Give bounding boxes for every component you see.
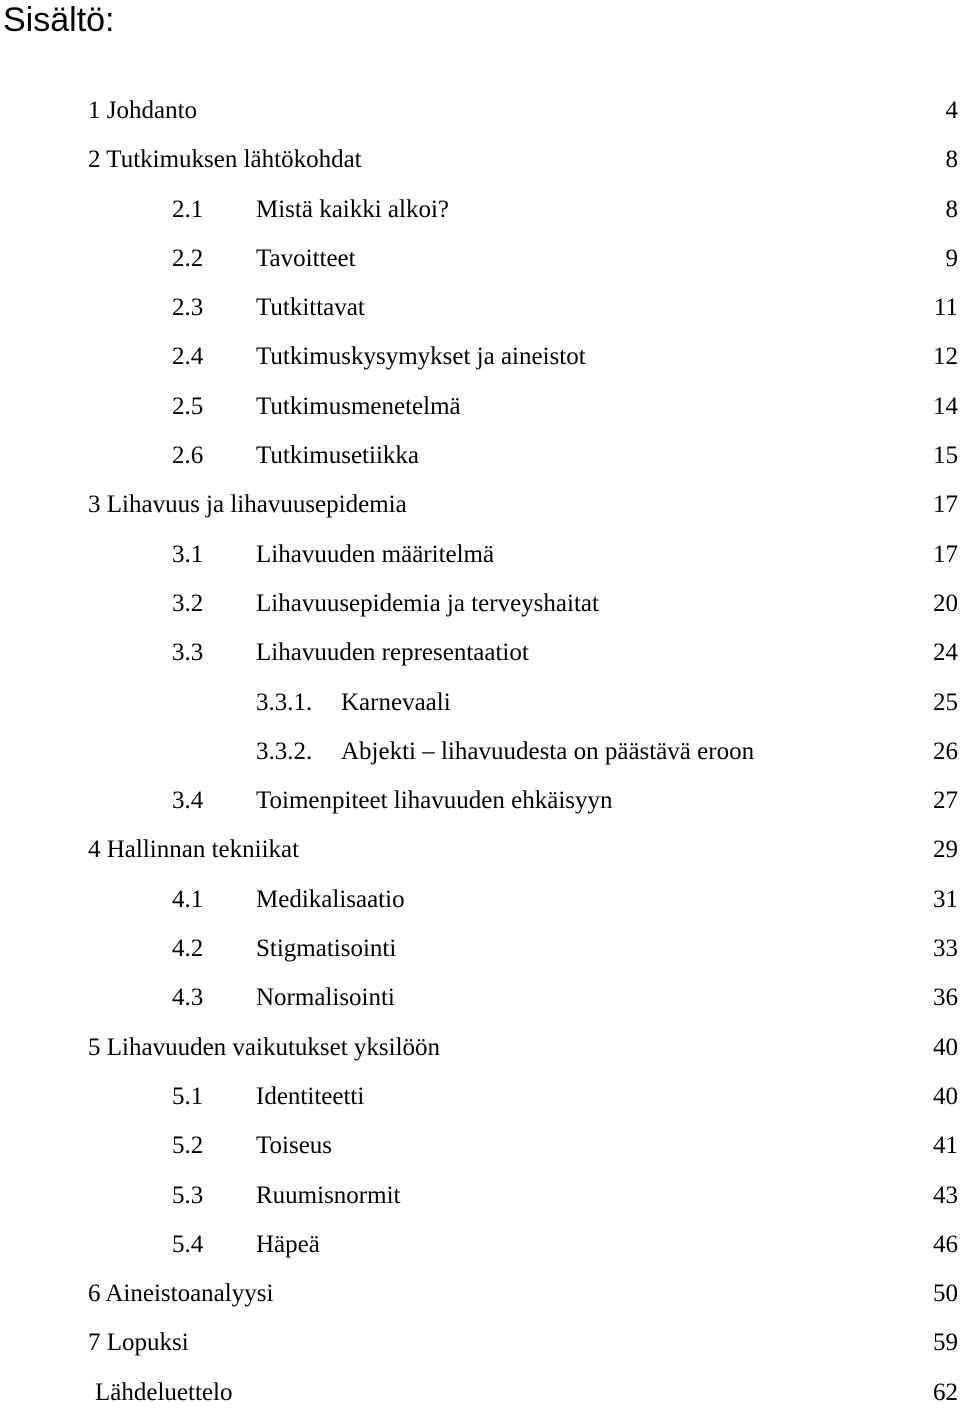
toc-entry-page: 15 xyxy=(933,442,958,470)
toc-subentry[interactable] xyxy=(0,927,960,976)
toc-subentry[interactable] xyxy=(0,434,960,483)
toc-subsubentry[interactable] xyxy=(0,730,960,779)
toc-entry-title: 2 Tutkimuksen lähtökohdat xyxy=(88,146,362,174)
toc-entry-title: Mistä kaikki alkoi? xyxy=(256,195,450,223)
toc-entry-title: Tutkimuskysymykset ja aineistot xyxy=(256,343,586,371)
toc-entry[interactable] xyxy=(0,138,960,187)
toc-entry-title: Lähdeluettelo xyxy=(95,1378,233,1406)
toc-entry-page: 17 xyxy=(933,491,958,519)
toc-entry-title: Medikalisaatio xyxy=(256,885,405,913)
toc-entry-number: 3.3.1. xyxy=(256,688,313,716)
toc-entry[interactable] xyxy=(0,1026,960,1075)
toc-entry-title: Ruumisnormit xyxy=(256,1181,401,1209)
toc-entry-number: 4.3 xyxy=(172,984,204,1012)
page-title: Sisältö: xyxy=(3,1,115,39)
toc-entry-title: Karnevaali xyxy=(341,688,451,716)
toc-entry-page: 62 xyxy=(933,1378,958,1406)
toc-entry-number: 5.3 xyxy=(172,1181,204,1209)
toc-entry-number: 2.5 xyxy=(172,392,204,420)
toc-entry-number: 3.4 xyxy=(172,787,204,815)
toc-entry-page: 11 xyxy=(933,294,958,322)
toc-entry-number: 3.3 xyxy=(172,639,204,667)
toc-entry-page: 4 xyxy=(945,97,958,124)
toc-subentry[interactable] xyxy=(0,188,960,237)
toc-entry-page: 41 xyxy=(933,1132,958,1160)
toc-entry-page: 29 xyxy=(933,836,958,864)
toc-entry-number: 5.2 xyxy=(172,1132,204,1160)
toc-entry-number: 4.2 xyxy=(172,935,204,963)
toc-subentry[interactable] xyxy=(0,1124,960,1173)
toc-entry[interactable] xyxy=(0,483,960,532)
toc-entry-page: 20 xyxy=(933,589,958,617)
toc-entry-title: 4 Hallinnan tekniikat xyxy=(88,836,300,864)
toc-entry-title: Häpeä xyxy=(256,1230,320,1258)
toc-entry-title: Toiseus xyxy=(256,1132,333,1160)
toc-entry-title: Tutkimusmenetelmä xyxy=(256,392,461,420)
toc-entry-page: 36 xyxy=(933,984,958,1012)
toc-entry-number: 3.2 xyxy=(172,589,204,617)
toc-entry-title: Normalisointi xyxy=(256,984,395,1012)
toc-entry-page: 43 xyxy=(933,1181,958,1209)
toc-entry-page: 9 xyxy=(945,244,958,272)
toc-subentry[interactable] xyxy=(0,878,960,927)
toc-entry-number: 2.6 xyxy=(172,442,204,470)
toc-entry-page: 33 xyxy=(933,935,958,963)
toc-subentry[interactable] xyxy=(0,779,960,828)
toc-entry-number: 5.1 xyxy=(172,1082,204,1110)
toc-entry-page: 26 xyxy=(933,737,958,765)
toc-entry-title: Lihavuuden representaatiot xyxy=(256,639,529,667)
toc-entry-title: Identiteetti xyxy=(256,1082,365,1110)
toc-entry-page: 8 xyxy=(945,146,958,174)
toc-entry-page: 14 xyxy=(933,392,958,420)
toc-entry-title: 3 Lihavuus ja lihavuusepidemia xyxy=(88,491,407,519)
toc-entry-title: Tutkittavat xyxy=(256,294,365,322)
toc-subentry[interactable] xyxy=(0,582,960,631)
toc-entry-title: Toimenpiteet lihavuuden ehkäisyyn xyxy=(256,787,613,815)
toc-entry-title: 1 Johdanto xyxy=(88,97,198,124)
toc-entry-number: 2.3 xyxy=(172,294,204,322)
toc-entry-page: 27 xyxy=(933,787,958,815)
toc-entry-page: 8 xyxy=(945,195,958,223)
table-of-contents xyxy=(0,89,960,1420)
toc-entry-title: Stigmatisointi xyxy=(256,935,397,963)
toc-subentry[interactable] xyxy=(0,385,960,434)
toc-entry[interactable] xyxy=(0,1272,960,1321)
toc-subentry[interactable] xyxy=(0,1174,960,1223)
toc-entry-page: 40 xyxy=(933,1033,958,1061)
toc-entry-page: 50 xyxy=(933,1280,958,1308)
toc-entry-number: 5.4 xyxy=(172,1230,204,1258)
toc-entry-title: Lihavuusepidemia ja terveyshaitat xyxy=(256,589,599,617)
toc-entry-title: Lihavuuden määritelmä xyxy=(256,540,495,568)
toc-entry-number: 2.1 xyxy=(172,195,204,223)
toc-subentry[interactable] xyxy=(0,335,960,384)
toc-entry-title: Tutkimusetiikka xyxy=(256,442,419,470)
toc-subentry[interactable] xyxy=(0,237,960,286)
toc-subentry[interactable] xyxy=(0,976,960,1025)
toc-entry-title: 7 Lopuksi xyxy=(88,1329,189,1357)
toc-entry-page: 17 xyxy=(933,540,958,568)
toc-entry-page: 24 xyxy=(933,639,958,667)
toc-subsubentry[interactable] xyxy=(0,681,960,730)
toc-entry-page: 12 xyxy=(933,343,958,371)
toc-entry-title: 5 Lihavuuden vaikutukset yksilöön xyxy=(88,1033,441,1061)
toc-entry-title: 6 Aineistoanalyysi xyxy=(88,1280,274,1308)
toc-subentry[interactable] xyxy=(0,631,960,680)
toc-entry-page: 40 xyxy=(933,1082,958,1110)
toc-subentry[interactable] xyxy=(0,533,960,582)
toc-entry-page: 31 xyxy=(933,885,958,913)
toc-subentry[interactable] xyxy=(0,1075,960,1124)
toc-entry-title: Tavoitteet xyxy=(256,244,356,272)
toc-entry-number: 2.4 xyxy=(172,343,204,371)
toc-subentry[interactable] xyxy=(0,1223,960,1272)
toc-entry[interactable] xyxy=(0,1371,960,1420)
toc-entry-number: 4.1 xyxy=(172,885,204,913)
toc-entry-title: Abjekti – lihavuudesta on päästävä eroon xyxy=(341,737,755,765)
toc-entry-number: 3.1 xyxy=(172,540,204,568)
toc-entry[interactable] xyxy=(0,1321,960,1370)
toc-entry-page: 25 xyxy=(933,688,958,716)
toc-entry-number: 2.2 xyxy=(172,244,204,272)
toc-entry[interactable] xyxy=(0,828,960,877)
toc-entry-page: 46 xyxy=(933,1230,958,1258)
toc-subentry[interactable] xyxy=(0,286,960,335)
toc-entry-page: 59 xyxy=(933,1329,958,1357)
toc-entry[interactable] xyxy=(0,89,960,138)
toc-entry-number: 3.3.2. xyxy=(256,737,313,765)
